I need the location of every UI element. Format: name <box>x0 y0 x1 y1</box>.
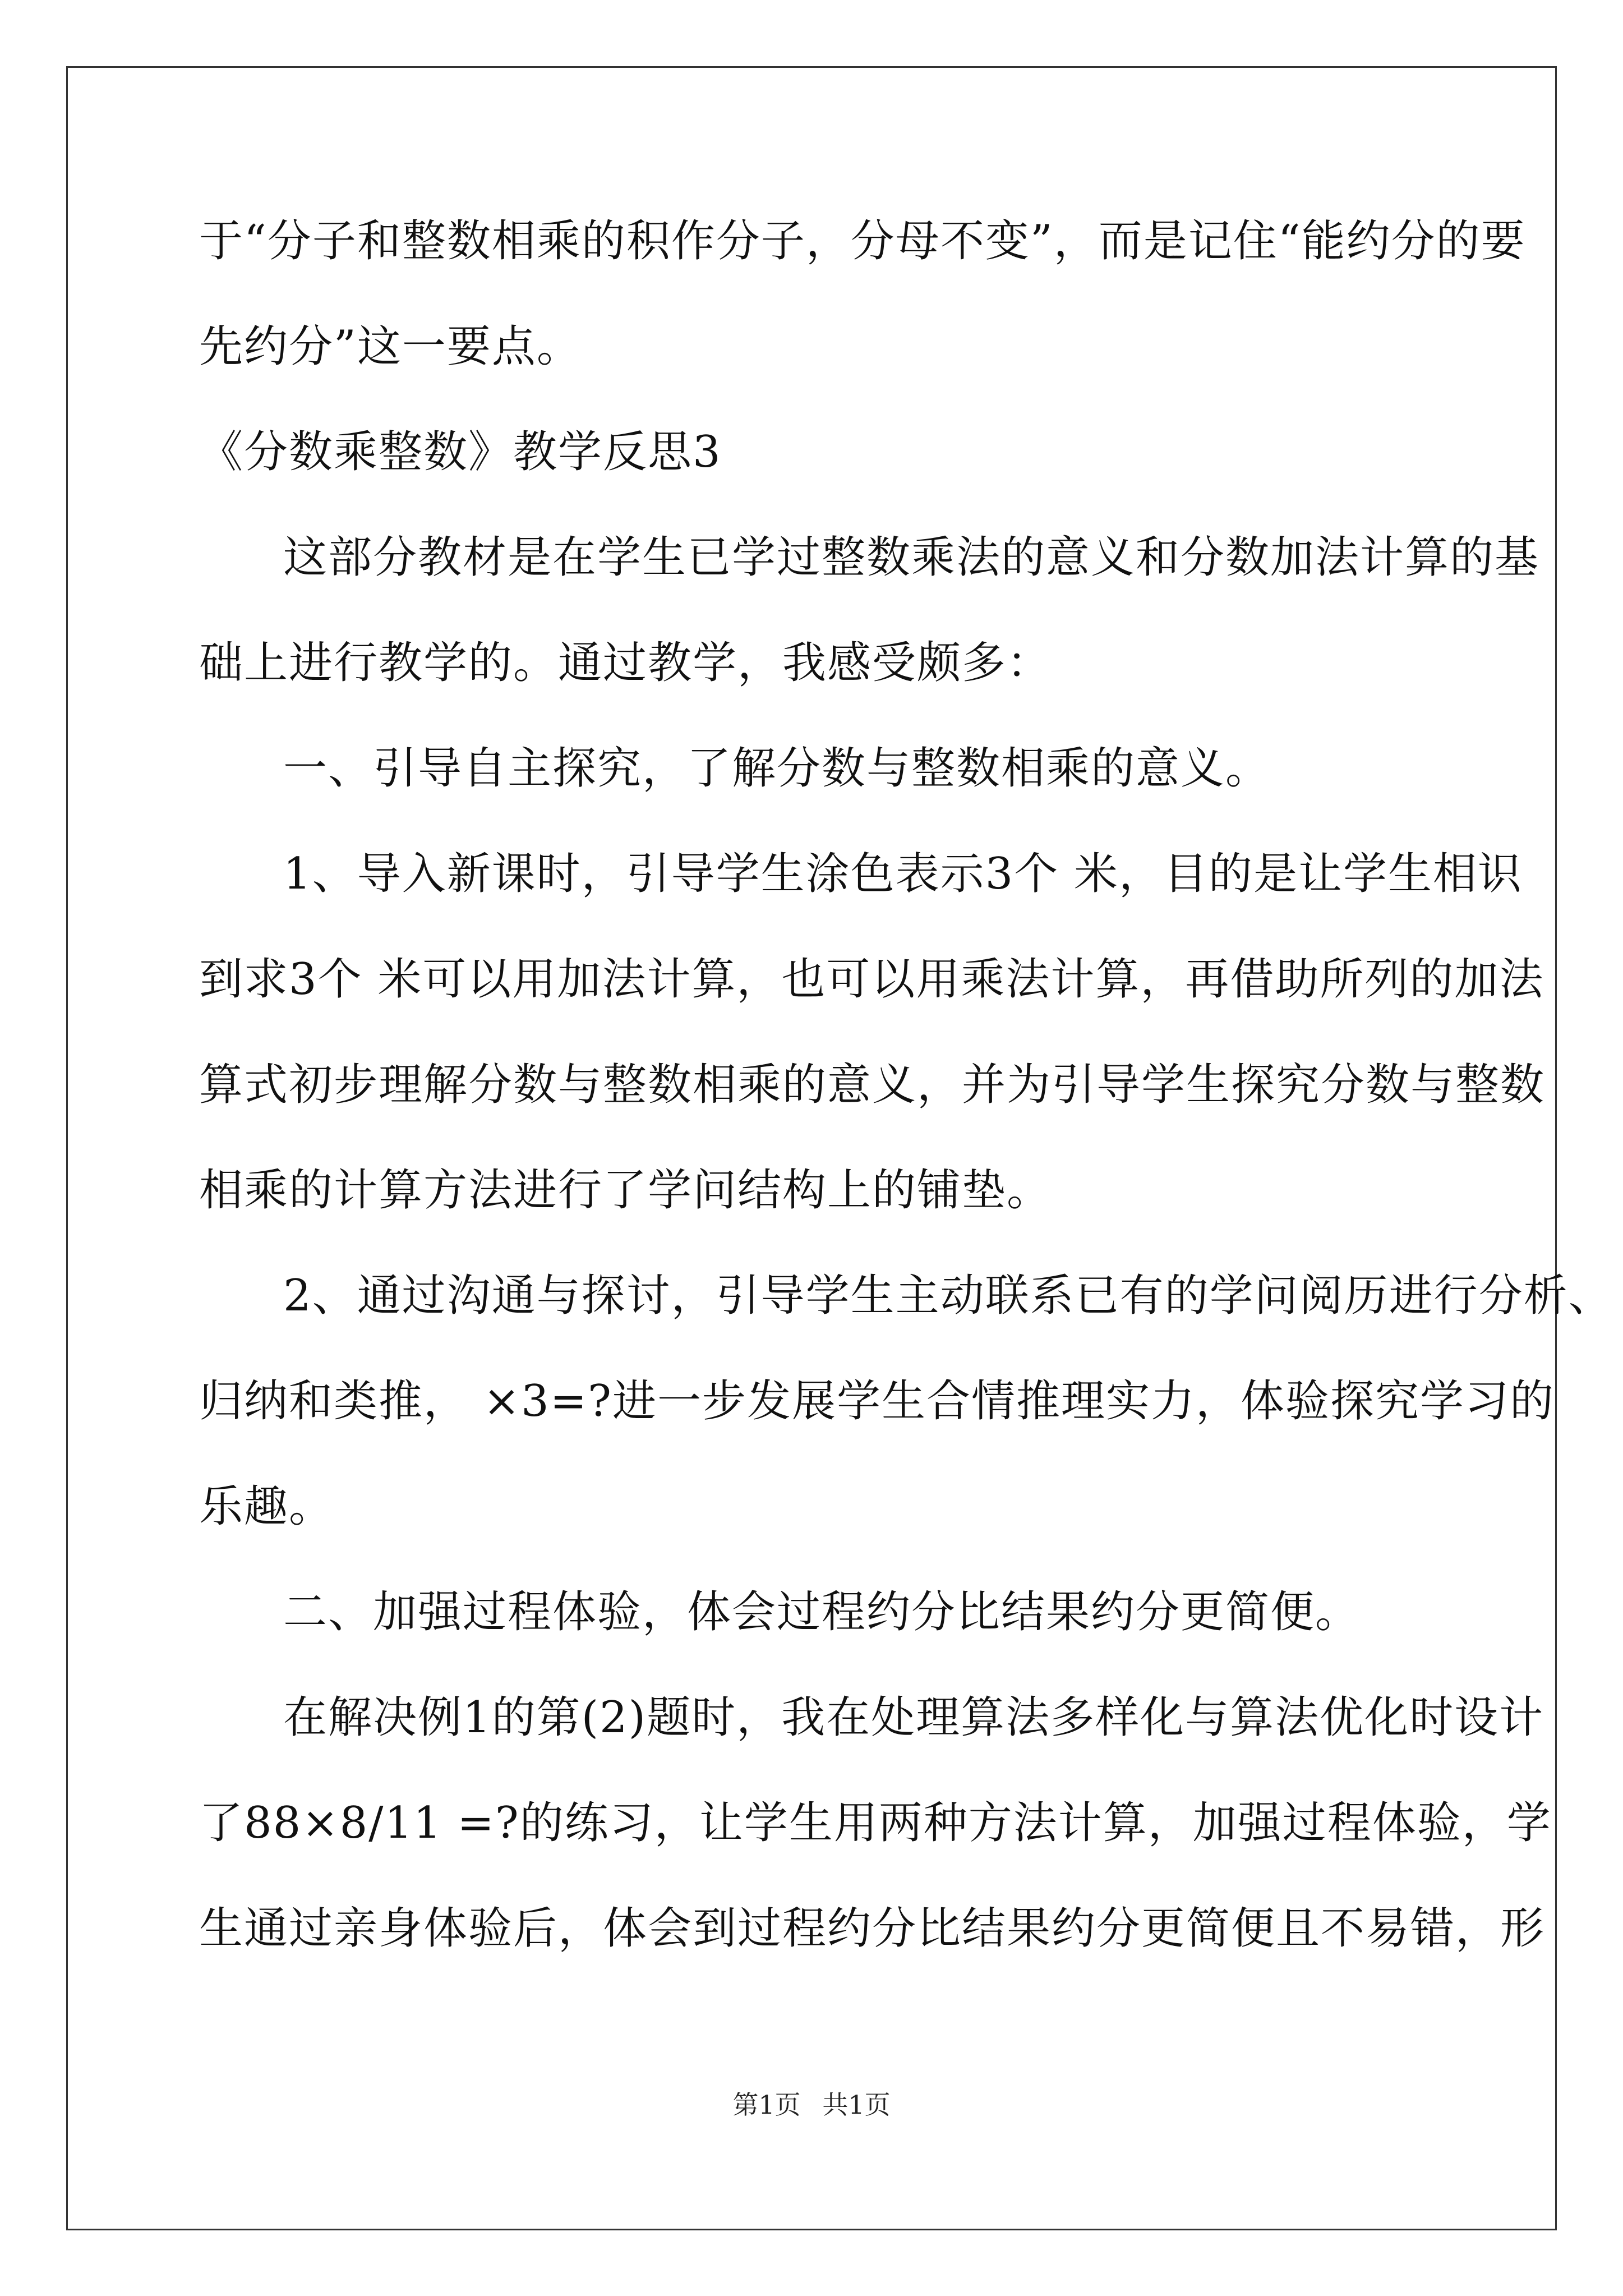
section-heading: 《分数乘整数》教学反思3 <box>199 427 722 477</box>
text-line: 于“分子和整数相乘的积作分子，分母不变”，而是记住“能约分的要 <box>199 216 1526 266</box>
text-line: 先约分”这一要点。 <box>199 321 582 372</box>
text-line: 1、导入新课时，引导学生涂色表示3个 米，目的是让学生相识 <box>283 849 1523 899</box>
text-line: 了88×8/11 =?的练习，让学生用两种方法计算，加强过程体验，学 <box>199 1798 1552 1848</box>
page-total: 共1页 <box>822 2090 891 2120</box>
text-line: 生通过亲身体验后，体会到过程约分比结果约分更简便且不易错，形 <box>199 1903 1546 1954</box>
page-footer <box>0 2088 1623 2122</box>
text-line: 算式初步理解分数与整数相乘的意义，并为引导学生探究分数与整数 <box>199 1060 1546 1110</box>
text-line: 归纳和类推， ×3=?进一步发展学生合情推理实力，体验探究学习的 <box>199 1376 1555 1427</box>
text-line: 相乘的计算方法进行了学问结构上的铺垫。 <box>199 1165 1052 1216</box>
text-line: 乐趣。 <box>199 1481 334 1532</box>
text-line: 这部分教材是在学生已学过整数乘法的意义和分数加法计算的基 <box>283 532 1540 583</box>
text-line: 础上进行教学的。通过教学，我感受颇多： <box>199 638 1052 688</box>
text-line: 在解决例1的第(2)题时，我在处理算法多样化与算法优化时设计 <box>283 1692 1544 1743</box>
page-number: 第1页 <box>732 2090 801 2120</box>
text-line: 2、通过沟通与探讨，引导学生主动联系已有的学问阅历进行分析、 <box>283 1271 1613 1321</box>
subheading: 二、加强过程体验，体会过程约分比结果约分更简便。 <box>283 1587 1361 1637</box>
subheading: 一、引导自主探究，了解分数与整数相乘的意义。 <box>283 743 1271 794</box>
text-line: 到求3个 米可以用加法计算，也可以用乘法计算，再借助所列的加法 <box>199 954 1544 1005</box>
